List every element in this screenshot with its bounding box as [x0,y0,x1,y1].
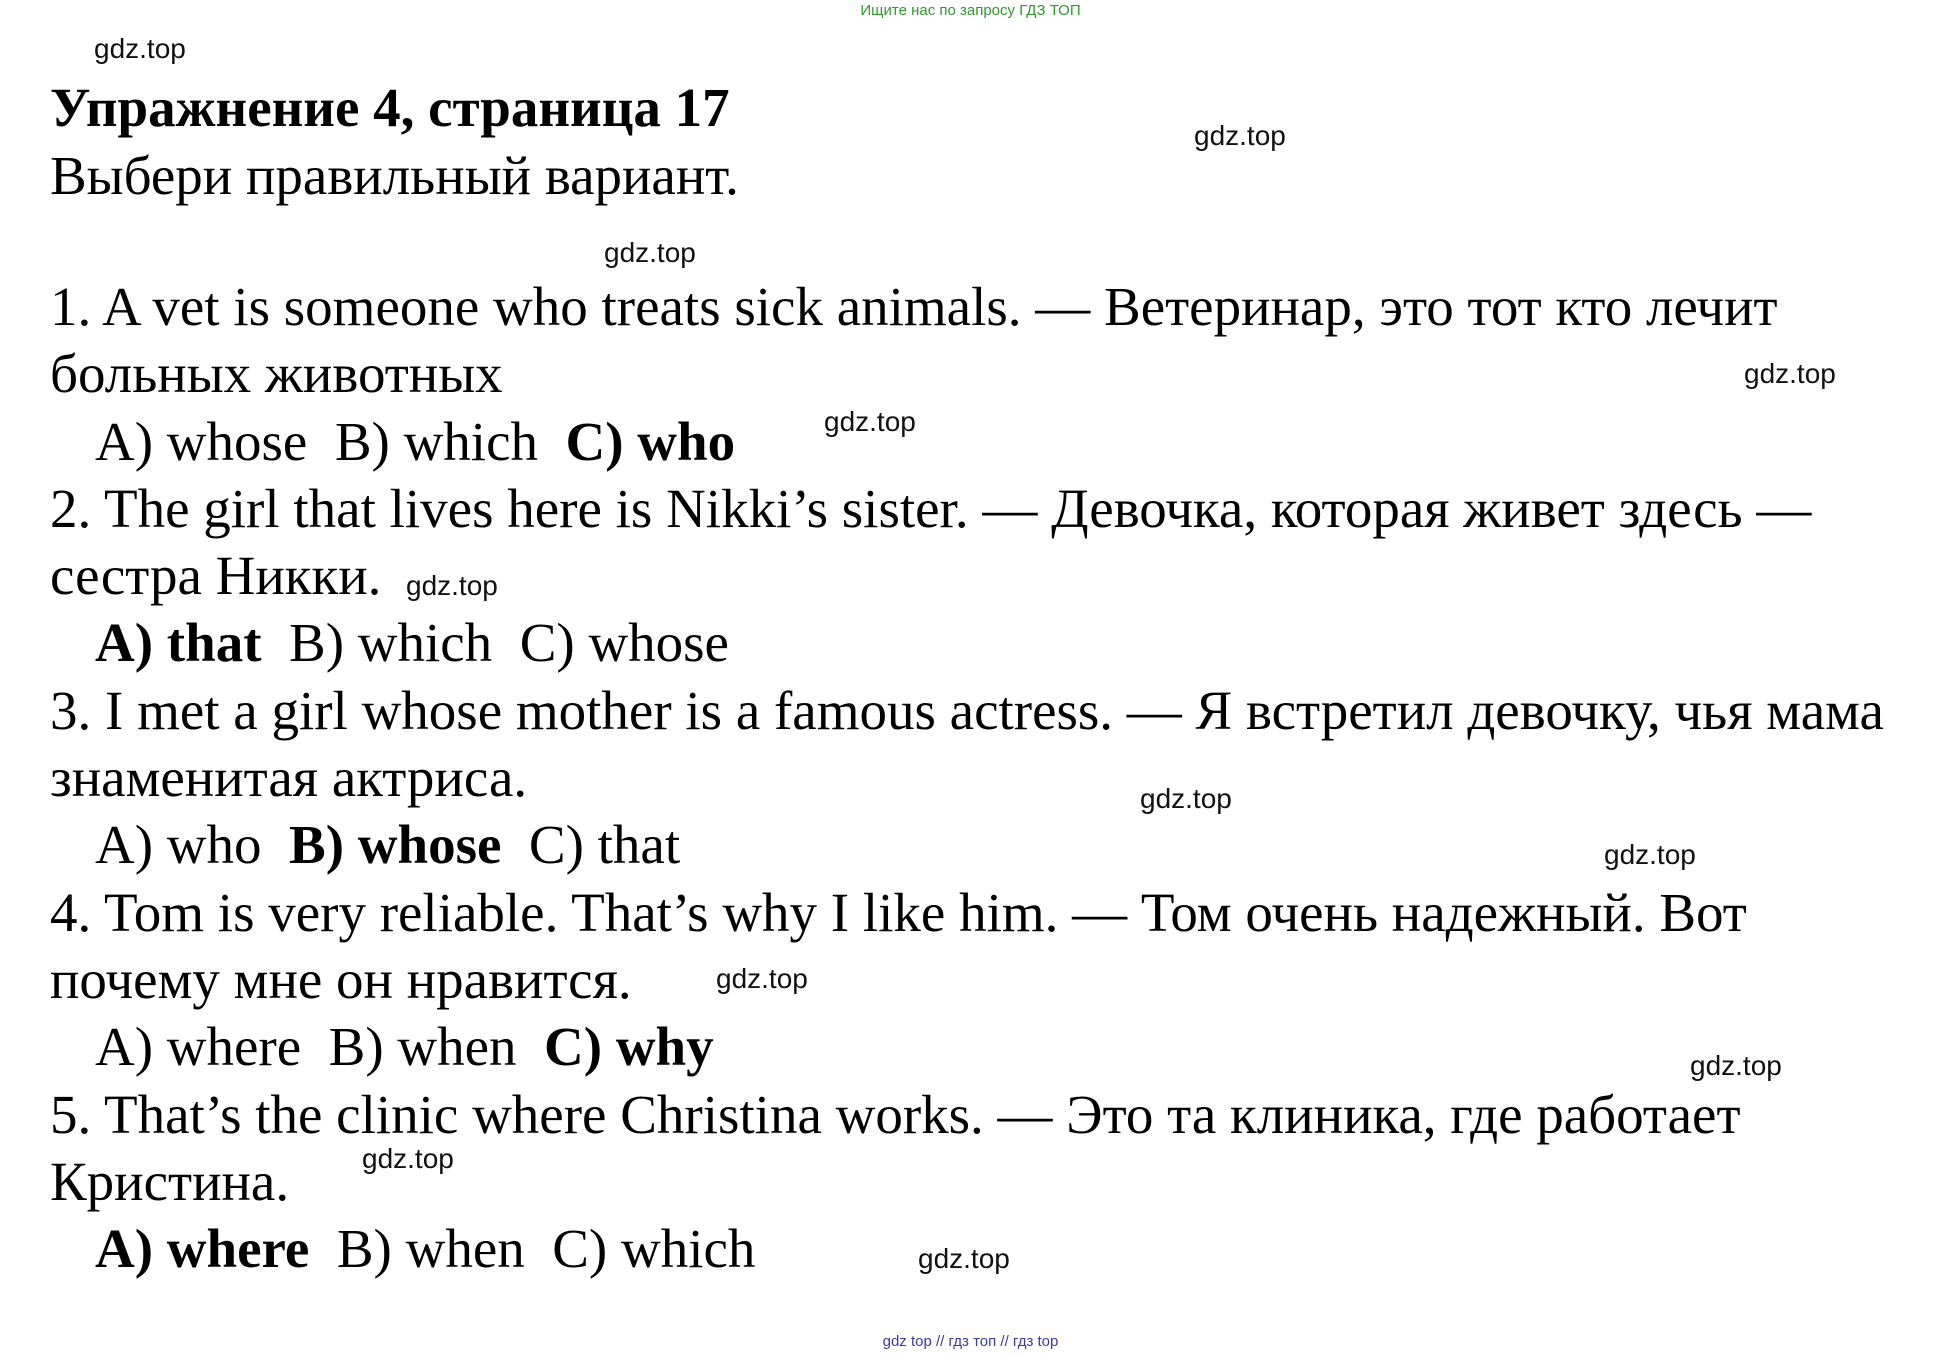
item-options [50,1013,1930,1080]
exercise-item [50,273,1930,475]
item-sentence: 3. I met a girl whose mother is a famous actress. — Я встретил девочку, чья мама знаменитая актриса. [50,679,1884,809]
option-a-correct: A) where [95,1218,310,1280]
item-sentence: 5. That’s the clinic where Christina works. — Это та клиника, где работает Кристина. [50,1083,1741,1212]
watermark: gdz.top [918,1243,1010,1274]
watermark: gdz.top [1194,120,1286,151]
footer-banner: gdz top // гдз топ // гдз top [882,1333,1059,1350]
exercise-items [50,273,1930,1282]
option-c-correct: C) who [565,410,736,472]
watermark: gdz.top [1690,1050,1782,1081]
option-b-correct: B) whose [289,814,502,876]
option-a: A) where [95,1016,302,1078]
watermark: gdz.top [824,406,916,437]
watermark: gdz.top [362,1143,454,1174]
item-options [50,811,1930,878]
item-sentence: 4. Tom is very reliable. That’s why I like him. — Том очень надежный. Вот почему мне он нравится. [50,881,1747,1010]
watermark: gdz.top [94,33,186,64]
watermark: gdz.top [1744,358,1836,389]
option-a: A) who [95,814,262,876]
item-options [50,609,1930,676]
watermark: gdz.top [716,963,808,994]
option-c: C) whose [519,612,729,674]
instruction-text: Выбери правильный вариант. [50,145,739,206]
option-a: A) whose [95,410,308,472]
option-c: C) which [552,1218,756,1280]
item-sentence: 1. A vet is someone who treats sick animals. — Ветеринар, это тот кто лечит больных животных [50,276,1778,405]
top-banner: Ищите нас по запросу ГДЗ ТОП [860,2,1081,19]
exercise-item [50,475,1930,677]
item-options [50,408,1930,475]
option-b: B) which [334,410,538,472]
watermark: gdz.top [604,237,696,268]
page-title: Упражнение 4, страница 17 [50,77,730,138]
option-b: B) which [289,612,493,674]
option-b: B) when [336,1218,525,1280]
option-b: B) when [328,1016,517,1078]
item-options [50,1215,1930,1282]
option-a-correct: A) that [95,612,262,674]
option-c: C) that [528,814,681,876]
item-sentence: 2. The girl that lives here is Nikki’s sister. — Девочка, которая живет здесь — сестра Никки. [50,477,1812,607]
watermark: gdz.top [1604,839,1696,870]
exercise-item [50,677,1930,879]
exercise-item [50,1081,1930,1283]
watermark: gdz.top [1140,783,1232,814]
exercise-item [50,879,1930,1081]
watermark: gdz.top [406,570,498,601]
option-c-correct: C) why [544,1016,714,1078]
